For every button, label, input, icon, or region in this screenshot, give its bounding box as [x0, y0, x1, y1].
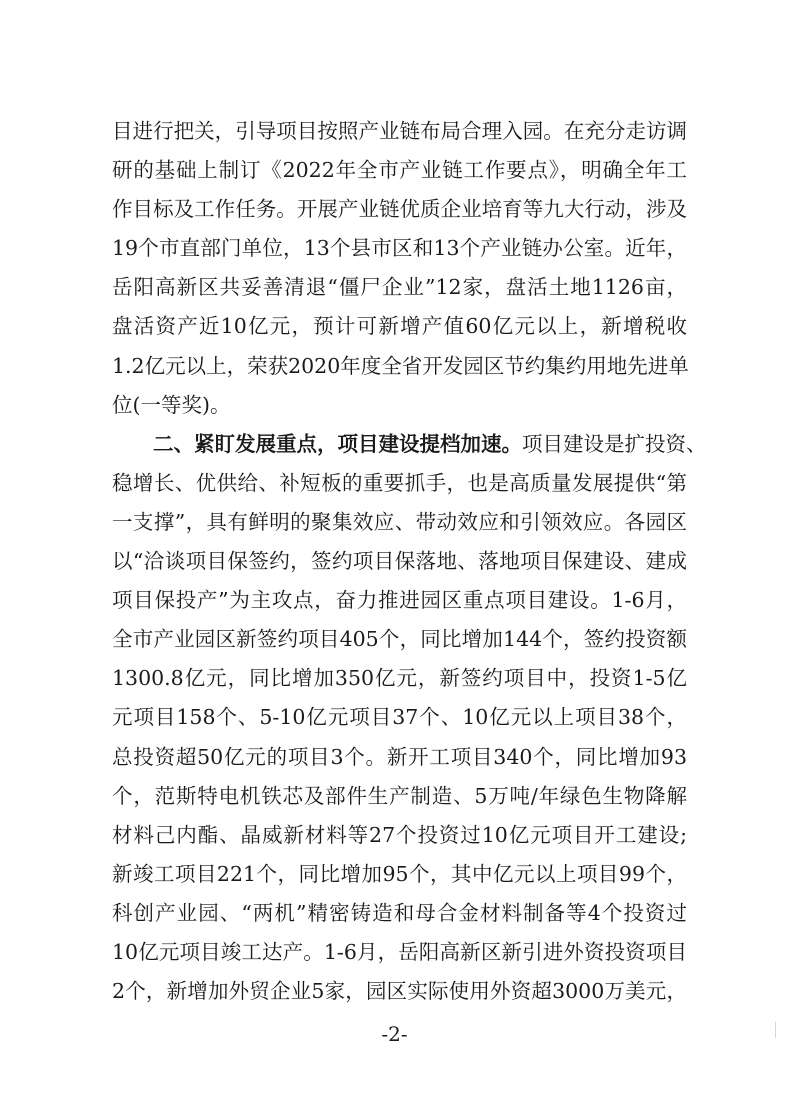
- text-line: 盘活资产近10亿元，预计可新增产值60亿元以上，新增税收: [112, 314, 687, 339]
- text-line: 位(一等奖)。: [112, 392, 231, 417]
- text-line: 元项目158个、5-10亿元项目37个、10亿元以上项目38个，: [112, 705, 687, 730]
- text-line: 一支撑”，具有鲜明的聚集效应、带动效应和引领效应。各园区: [112, 509, 687, 534]
- text-line: 作目标及工作任务。开展产业链优质企业培育等九大行动，涉及: [112, 197, 687, 222]
- text-line: 项目保投产”为主攻点，奋力推进园区重点项目建设。1-6月，: [112, 588, 687, 613]
- text-line: 2个，新增加外贸企业5家，园区实际使用外资超3000万美元，: [112, 979, 687, 1004]
- page-number: -2-: [381, 1022, 408, 1046]
- text-line: 1300.8亿元，同比增加350亿元，新签约项目中，投资1-5亿: [112, 666, 687, 691]
- section-first-line: [112, 425, 707, 464]
- text-line: 以“洽谈项目保签约，签约项目保落地、落地项目保建设、建成: [112, 549, 687, 574]
- text-line: 10亿元项目竣工达产。1-6月，岳阳高新区新引进外资投资项目: [112, 939, 687, 964]
- body-text: [112, 112, 707, 1011]
- text-line: 岳阳高新区共妥善清退“僵尸企业”12家，盘活土地1126亩，: [112, 275, 687, 300]
- text-line: 稳增长、优供给、补短板的重要抓手，也是高质量发展提供“第: [112, 470, 687, 495]
- text-line: 个，范斯特电机铁芯及部件生产制造、5万吨/年绿色生物降解: [112, 783, 687, 808]
- margin-mark: [775, 1022, 776, 1038]
- text-line: 研的基础上制订《2022年全市产业链工作要点》，明确全年工: [112, 158, 687, 183]
- text-line: 目进行把关，引导项目按照产业链布局合理入园。在充分走访调: [112, 119, 687, 143]
- text-line: 总投资超50亿元的项目3个。新开工项目340个，同比增加93: [112, 744, 687, 769]
- text-line: 19个市直部门单位，13个县市区和13个产业链办公室。近年，: [112, 236, 687, 261]
- section-heading: 二、紧盯发展重点，项目建设提档加速。: [153, 431, 522, 456]
- text-line: 1.2亿元以上，荣获2020年度全省开发园区节约集约用地先进单: [112, 353, 689, 378]
- section-first-line-text: 项目建设是扩投资、: [522, 431, 707, 456]
- text-line: 科创产业园、“两机”精密铸造和母合金材料制备等4个投资过: [112, 900, 687, 925]
- text-line: 材料己内酯、晶威新材料等27个投资过10亿元项目开工建设;: [112, 822, 687, 847]
- text-line: 新竣工项目221个，同比增加95个，其中亿元以上项目99个，: [112, 861, 687, 886]
- text-line: 全市产业园区新签约项目405个，同比增加144个，签约投资额: [112, 627, 687, 652]
